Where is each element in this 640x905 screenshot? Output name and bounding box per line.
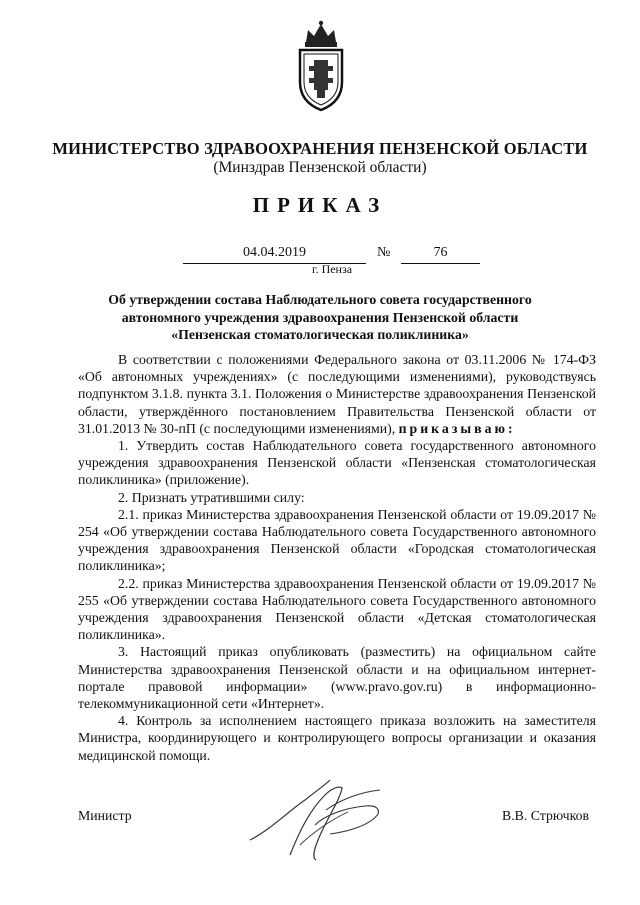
paragraph-2-2: 2.2. приказ Министерства здравоохранения Пензенской области от 19.09.2017 № 255 «Об утверждении состава Наблюдательного совета Государственного автономного учреждения здравоохранения Пензенской области «Детская стоматологическая поликлиника».	[78, 575, 596, 643]
order-date: 04.04.2019	[183, 244, 366, 264]
preamble-text: В соответствии с положениями Федерального закона от 03.11.2006 № 174-ФЗ «Об автономных учреждениях» (с последующими изменениями), руководствуясь подпунктом 3.1.8. пункта 3.1. Положения о Министерстве здравоохранения Пензенской области, утверждённого постановлением Правительства Пензенской области от 31.01.2013 № 30-пП (с последующими изменениями),	[78, 352, 596, 436]
paragraph-3: 3. Настоящий приказ опубликовать (разместить) на официальном сайте Министерства здравоохранения Пензенской области и на официальном интернет-портале правовой информации» (www.pravo.gov.ru) в информационно-телекоммуникационной сети «Интернет».	[78, 644, 596, 712]
paragraph-2-1: 2.1. приказ Министерства здравоохранения Пензенской области от 19.09.2017 № 254 «Об утверждении состава Наблюдательного совета Государственного автономного учреждения здравоохранения Пензенской области «Городская стоматологическая поликлиника»;	[78, 506, 596, 574]
paragraph-2: 2. Признать утратившими силу:	[118, 489, 305, 505]
signatory-position: Министр	[78, 808, 132, 823]
subject-line-2: автономного учреждения здравоохранения Пензенской области	[121, 309, 519, 325]
paragraph-4: 4. Контроль за исполнением настоящего приказа возложить на заместителя Министра, координирующего и контролирующего вопросы организации и оказания медицинской помощи.	[78, 713, 596, 763]
issue-city: г. Пенза	[312, 262, 353, 276]
ministry-short-name: (Минздрав Пензенской области)	[213, 159, 427, 176]
handwritten-signature	[230, 770, 410, 870]
subject-line-1: Об утверждении состава Наблюдательного совета государственного	[108, 292, 532, 307]
coat-of-arms-icon	[294, 20, 348, 112]
ministry-name: МИНИСТЕРСТВО ЗДРАВООХРАНЕНИЯ ПЕНЗЕНСКОЙ ОБЛАСТИ	[52, 139, 588, 158]
signatory-name: В.В. Стрючков	[502, 808, 590, 823]
preamble-paragraph	[78, 351, 596, 437]
number-sign: №	[377, 245, 391, 260]
order-number: 76	[401, 244, 480, 264]
paragraph-1: 1. Утвердить состав Наблюдательного совета государственного автономного учреждения здравоохранения Пензенской области «Пензенская стоматологическая поликлиника» (приложение).	[78, 438, 596, 488]
subject-line-3: «Пензенская стоматологическая поликлиника»	[171, 327, 469, 342]
order-body	[78, 351, 596, 764]
order-word: приказываю:	[398, 420, 516, 436]
document-type-title: ПРИКАЗ	[252, 193, 388, 217]
order-subject	[60, 291, 580, 344]
